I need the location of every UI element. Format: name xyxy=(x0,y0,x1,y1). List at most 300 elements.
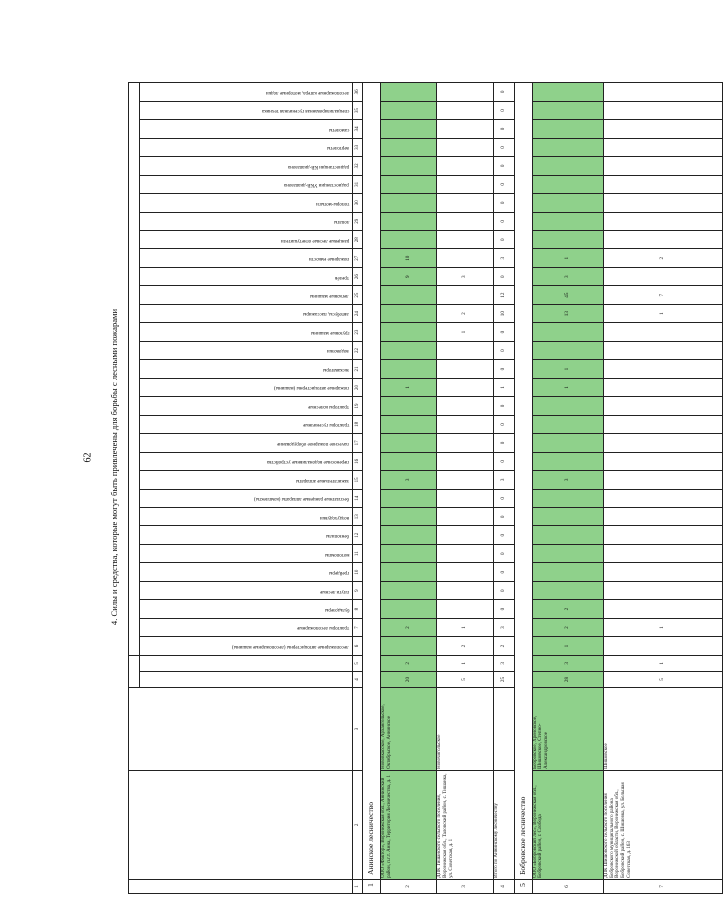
row-equipment-value: 1 xyxy=(532,249,603,267)
column-number: 24 xyxy=(353,304,363,322)
row-equipment-value: 2 xyxy=(532,600,603,618)
row-groups: 2 xyxy=(380,655,437,671)
row-equipment-value: 0 xyxy=(493,581,514,599)
column-number: 22 xyxy=(353,341,363,359)
row-equipment-value xyxy=(380,434,437,452)
equipment-col-header xyxy=(140,434,353,452)
equipment-col-label: ранцевые лесные огнетушители xyxy=(280,237,350,243)
row-equipment-value xyxy=(437,415,494,433)
column-number: 31 xyxy=(353,175,363,193)
equipment-col-header xyxy=(140,341,353,359)
column-number: 27 xyxy=(353,249,363,267)
equipment-col-label: пожарные автоцистерны (машины) xyxy=(274,385,350,391)
row-equipment-value xyxy=(437,83,494,102)
row-equipment-value: 1 xyxy=(532,378,603,396)
row-equipment-value xyxy=(380,323,437,341)
column-number: 28 xyxy=(353,231,363,249)
row-equipment-value: 0 xyxy=(493,323,514,341)
table-row xyxy=(437,83,494,894)
row-equipment-value: 0 xyxy=(493,415,514,433)
column-number: 1 xyxy=(353,879,363,893)
row-equipment-value xyxy=(532,194,603,212)
row-people: 25 xyxy=(493,671,514,687)
row-groups: 1 xyxy=(603,655,722,671)
row-equipment-value: 45 xyxy=(532,286,603,304)
row-equipment-value: 3 xyxy=(532,471,603,489)
column-number: 17 xyxy=(353,434,363,452)
row-equipment-value: 1 xyxy=(437,323,494,341)
row-equipment-value xyxy=(437,489,494,507)
row-equipment-value xyxy=(603,544,722,562)
row-equipment-value xyxy=(437,434,494,452)
row-equipment-value: 2 xyxy=(493,637,514,655)
page-number: 62 xyxy=(82,452,94,463)
column-number: 30 xyxy=(353,194,363,212)
section-title: Бобровское лесничество xyxy=(514,83,532,880)
equipment-col-header xyxy=(140,323,353,341)
row-equipment-value: 0 xyxy=(493,157,514,175)
column-number: 19 xyxy=(353,397,363,415)
section-row xyxy=(363,83,381,894)
row-equipment-value xyxy=(532,544,603,562)
row-equipment-value: 0 xyxy=(493,360,514,378)
row-equipment-value xyxy=(437,212,494,230)
column-number: 10 xyxy=(353,563,363,581)
column-number: 25 xyxy=(353,286,363,304)
row-equipment-value: 9 xyxy=(380,267,437,285)
row-equipment-value xyxy=(380,508,437,526)
row-org: ООО «Фактор», Воронежская обл., Аннинский район, п.г.т. Анна, Территория Лесничества, д. 1 xyxy=(380,770,437,879)
row-equipment-value xyxy=(532,231,603,249)
row-equipment-value xyxy=(380,83,437,102)
row-equipment-value xyxy=(437,175,494,193)
equipment-col-label: специализированная гусеничная техника xyxy=(261,108,350,114)
row-equipment-value xyxy=(603,415,722,433)
row-equipment-value xyxy=(603,323,722,341)
row-equipment-value: 7 xyxy=(603,286,722,304)
row-equipment-value: 3 xyxy=(532,267,603,285)
row-equipment-value: 0 xyxy=(493,526,514,544)
column-number: 23 xyxy=(353,323,363,341)
row-equipment-value xyxy=(603,600,722,618)
row-equipment-value: 1 xyxy=(603,304,722,322)
row-people: 28 xyxy=(532,671,603,687)
row-equipment-value: 1 xyxy=(603,618,722,636)
row-equipment-value: 3 xyxy=(493,618,514,636)
row-equipment-value xyxy=(380,452,437,470)
row-equipment-value: 0 xyxy=(493,452,514,470)
equipment-col-header xyxy=(140,600,353,618)
equipment-col-header xyxy=(140,157,353,175)
row-equipment-value xyxy=(532,434,603,452)
row-equipment-value xyxy=(380,637,437,655)
equipment-col-header xyxy=(140,618,353,636)
row-equipment-value xyxy=(603,434,722,452)
equipment-col-header xyxy=(140,175,353,193)
row-equipment-value xyxy=(380,101,437,119)
section-row xyxy=(514,83,532,894)
row-equipment-value: 13 xyxy=(532,304,603,322)
row-equipment-value xyxy=(532,415,603,433)
column-number: 34 xyxy=(353,120,363,138)
equipment-col-header xyxy=(140,304,353,322)
row-area: Нововкасское, Архангельское, Октябрьское, Аннинское xyxy=(380,688,437,771)
row-equipment-value xyxy=(532,138,603,156)
column-number: 20 xyxy=(353,378,363,396)
table-row xyxy=(603,83,722,894)
equipment-col-header xyxy=(140,194,353,212)
equipment-col-label: вертолеты xyxy=(327,145,350,151)
row-equipment-value xyxy=(603,101,722,119)
row-equipment-value xyxy=(532,83,603,102)
equipment-col-header xyxy=(140,267,353,285)
row-equipment-value: 0 xyxy=(493,120,514,138)
equipment-col-header xyxy=(140,637,353,655)
row-equipment-value: 0 xyxy=(493,544,514,562)
row-equipment-value xyxy=(603,120,722,138)
row-equipment-value xyxy=(603,397,722,415)
row-equipment-value: 0 xyxy=(493,267,514,285)
equipment-col-header xyxy=(140,452,353,470)
row-equipment-value: 0 xyxy=(493,489,514,507)
equipment-col-label: трелёв xyxy=(334,274,350,280)
equipment-col-header xyxy=(140,378,353,396)
equipment-col-label: бензопилы xyxy=(326,533,350,539)
equipment-col-header xyxy=(140,508,353,526)
row-equipment-value xyxy=(532,397,603,415)
row-equipment-value: 0 xyxy=(493,101,514,119)
equipment-col-header xyxy=(140,415,353,433)
row-equipment-value xyxy=(437,231,494,249)
row-equipment-value xyxy=(603,508,722,526)
row-equipment-value xyxy=(603,563,722,581)
row-equipment-value xyxy=(603,452,722,470)
column-number: 5 xyxy=(353,655,363,671)
header-area xyxy=(129,688,353,771)
equipment-col-label: переносные водоналивные устройства xyxy=(267,459,350,465)
row-equipment-value xyxy=(380,415,437,433)
row-equipment-value: 0 xyxy=(493,434,514,452)
forces-table xyxy=(128,82,723,894)
header-org xyxy=(129,770,353,879)
row-equipment-value: 0 xyxy=(493,600,514,618)
row-equipment-value xyxy=(603,360,722,378)
row-equipment-value: 0 xyxy=(493,231,514,249)
column-number: 11 xyxy=(353,544,363,562)
row-equipment-value xyxy=(532,101,603,119)
row-groups: 1 xyxy=(437,655,494,671)
row-equipment-value xyxy=(603,341,722,359)
equipment-col-label: радиостанции КВ-диапазона xyxy=(287,163,350,169)
row-equipment-value: 0 xyxy=(493,175,514,193)
row-equipment-value xyxy=(380,120,437,138)
row-equipment-value xyxy=(603,267,722,285)
header-row-top xyxy=(129,83,140,894)
row-equipment-value: 0 xyxy=(493,138,514,156)
row-equipment-value xyxy=(532,341,603,359)
table-row xyxy=(532,83,603,894)
column-number: 33 xyxy=(353,138,363,156)
row-area xyxy=(493,688,514,771)
equipment-col-label: воздуходувки xyxy=(320,514,350,520)
row-equipment-value: 0 xyxy=(493,194,514,212)
equipment-col-header xyxy=(140,489,353,507)
row-equipment-value xyxy=(603,231,722,249)
equipment-col-label: самолеты xyxy=(328,126,350,132)
row-equipment-value xyxy=(380,544,437,562)
row-equipment-value xyxy=(437,397,494,415)
row-equipment-value xyxy=(532,323,603,341)
equipment-col-label: экскаваторы xyxy=(322,366,350,372)
row-equipment-value xyxy=(603,489,722,507)
column-number: 7 xyxy=(353,618,363,636)
row-equipment-value xyxy=(437,600,494,618)
equipment-col-header xyxy=(140,471,353,489)
equipment-col-label: тракторы гусеничные xyxy=(302,422,350,428)
equipment-col-label: тракторы лесопожарные xyxy=(296,625,350,631)
table-caption: 4. Силы и средства, которые могут быть привлечены для борьбы с лесными пожарами xyxy=(109,308,119,626)
column-number: 26 xyxy=(353,267,363,285)
rotated-table-sheet xyxy=(128,82,665,894)
table-row xyxy=(380,83,437,894)
row-equipment-value xyxy=(603,471,722,489)
equipment-col-label: мотопомпы xyxy=(324,551,350,557)
row-equipment-value xyxy=(380,194,437,212)
column-number: 2 xyxy=(353,770,363,879)
row-equipment-value xyxy=(380,286,437,304)
section-title: Анинское лесничество xyxy=(363,83,381,880)
column-number: 32 xyxy=(353,157,363,175)
row-equipment-value xyxy=(380,341,437,359)
header-num xyxy=(129,879,353,893)
equipment-col-header xyxy=(140,397,353,415)
row-equipment-value xyxy=(380,138,437,156)
equipment-col-header xyxy=(140,212,353,230)
row-equipment-value xyxy=(437,581,494,599)
row-equipment-value xyxy=(380,526,437,544)
header-people xyxy=(140,671,353,687)
row-equipment-value: 0 xyxy=(493,397,514,415)
row-number: 6 xyxy=(532,879,603,893)
column-number: 4 xyxy=(353,671,363,687)
equipment-col-label: пожарные емкости xyxy=(309,256,350,262)
row-equipment-value xyxy=(437,471,494,489)
equipment-col-label: navесное пожарное оборудование xyxy=(277,440,350,446)
column-number: 15 xyxy=(353,471,363,489)
row-equipment-value xyxy=(603,175,722,193)
row-equipment-value xyxy=(437,138,494,156)
equipment-col-label: легковые машины xyxy=(310,293,350,299)
column-number: 13 xyxy=(353,508,363,526)
equipment-col-label: тракторы колесные xyxy=(308,403,350,409)
row-equipment-value xyxy=(603,83,722,102)
row-number: 4 xyxy=(493,879,514,893)
row-org: ДПК Тишанского сельского поселения, Воронежская обл., Таловский район, с. Тишанка, ул. Советская, д. 1 xyxy=(437,770,494,879)
row-equipment-value xyxy=(437,544,494,562)
equipment-col-header xyxy=(140,544,353,562)
equipment-col-label: бульдозеры xyxy=(324,606,350,612)
row-equipment-value xyxy=(603,581,722,599)
table-row xyxy=(493,83,514,894)
row-groups: 3 xyxy=(532,655,603,671)
row-equipment-value: 1 xyxy=(532,637,603,655)
column-number: 18 xyxy=(353,415,363,433)
row-equipment-value xyxy=(532,452,603,470)
row-equipment-value: 2 xyxy=(532,618,603,636)
equipment-col-label: плуги лесные xyxy=(320,588,350,594)
row-equipment-value xyxy=(380,304,437,322)
row-equipment-value: 0 xyxy=(493,508,514,526)
row-equipment-value: 10 xyxy=(380,249,437,267)
equipment-col-header xyxy=(140,249,353,267)
equipment-col-header xyxy=(140,101,353,119)
equipment-col-label: лесопожарные катера, моторные лодки xyxy=(265,89,350,95)
row-equipment-value xyxy=(603,637,722,655)
row-equipment-value xyxy=(603,526,722,544)
column-number: 6 xyxy=(353,637,363,655)
row-equipment-value xyxy=(380,581,437,599)
row-equipment-value xyxy=(603,378,722,396)
section-number: 1 xyxy=(363,879,381,893)
row-equipment-value xyxy=(380,157,437,175)
row-equipment-value xyxy=(532,212,603,230)
row-equipment-value xyxy=(437,194,494,212)
column-number: 36 xyxy=(353,83,363,102)
row-equipment-value xyxy=(437,157,494,175)
column-number: 12 xyxy=(353,526,363,544)
column-number: 29 xyxy=(353,212,363,230)
column-number: 14 xyxy=(353,489,363,507)
row-equipment-value xyxy=(437,563,494,581)
row-equipment-value: 3 xyxy=(380,471,437,489)
equipment-col-label: грузовые машины xyxy=(310,329,350,335)
row-equipment-value xyxy=(437,341,494,359)
column-number-row xyxy=(353,83,363,894)
row-org: ООО «Бобровский лес», Воронежская обл., Бобровский район, г. Слобода xyxy=(532,770,603,879)
equipment-col-header xyxy=(140,360,353,378)
row-equipment-value: 0 xyxy=(493,212,514,230)
row-equipment-value xyxy=(380,231,437,249)
row-equipment-value: 1 xyxy=(532,360,603,378)
equipment-col-label: зажигательные аппараты xyxy=(296,477,350,483)
row-equipment-value xyxy=(532,489,603,507)
row-equipment-value: 2 xyxy=(603,249,722,267)
row-people: 5 xyxy=(603,671,722,687)
row-number: 2 xyxy=(380,879,437,893)
row-number: 7 xyxy=(603,879,722,893)
row-equipment-value xyxy=(437,286,494,304)
equipment-col-label: лопаты xyxy=(333,219,350,225)
row-equipment-value: 3 xyxy=(493,471,514,489)
equipment-col-header xyxy=(140,120,353,138)
row-equipment-value xyxy=(603,138,722,156)
row-equipment-value xyxy=(532,526,603,544)
row-equipment-value xyxy=(603,157,722,175)
row-equipment-value: 2 xyxy=(437,637,494,655)
equipment-col-header xyxy=(140,581,353,599)
row-equipment-value: 12 xyxy=(493,286,514,304)
row-equipment-value xyxy=(380,489,437,507)
row-equipment-value: 3 xyxy=(493,249,514,267)
column-number: 16 xyxy=(353,452,363,470)
column-number: 3 xyxy=(353,688,363,771)
row-equipment-value xyxy=(437,526,494,544)
row-org: ДПК Шишовского сельского поселения Бобровского муниципального района Воронежской области, Воронежская обл., Бобровский район, с. Шишовка, ул. Большая Советская, д. 163 xyxy=(603,770,722,879)
equipment-col-header xyxy=(140,231,353,249)
column-number: 9 xyxy=(353,581,363,599)
equipment-col-label: радиостанции УКВ-диапазона xyxy=(284,182,350,188)
row-equipment-value xyxy=(437,249,494,267)
row-equipment-value: 0 xyxy=(493,563,514,581)
row-equipment-value xyxy=(532,120,603,138)
row-equipment-value: 10 xyxy=(493,304,514,322)
column-number: 8 xyxy=(353,600,363,618)
header-forces xyxy=(129,655,140,687)
equipment-col-label: топоры-мотыги xyxy=(315,200,350,206)
equipment-col-label: автобусы, пассажиры xyxy=(303,311,350,317)
equipment-col-header xyxy=(140,526,353,544)
equipment-col-header xyxy=(140,83,353,102)
equipment-col-label: водовозки xyxy=(327,348,350,354)
row-equipment-value: 2 xyxy=(437,304,494,322)
row-equipment-value xyxy=(532,581,603,599)
row-equipment-value xyxy=(603,194,722,212)
row-equipment-value xyxy=(437,360,494,378)
row-equipment-value: 1 xyxy=(437,618,494,636)
row-area: Новочигольское xyxy=(437,688,494,771)
column-number: 21 xyxy=(353,360,363,378)
row-org: Итого по Аннинскому лесничеству xyxy=(493,770,514,879)
row-equipment-value xyxy=(380,360,437,378)
row-equipment-value xyxy=(437,508,494,526)
row-equipment-value xyxy=(437,378,494,396)
row-equipment-value xyxy=(380,212,437,230)
row-equipment-value xyxy=(437,452,494,470)
equipment-col-header xyxy=(140,286,353,304)
row-number: 3 xyxy=(437,879,494,893)
equipment-col-label: лесопожарные автоцистерны (лесопожарные машины) xyxy=(232,643,350,649)
section-number: 5 xyxy=(514,879,532,893)
row-equipment-value xyxy=(380,397,437,415)
header-equipment xyxy=(129,83,140,656)
row-equipment-value: 2 xyxy=(380,618,437,636)
column-number: 35 xyxy=(353,101,363,119)
equipment-col-label: грейдеры xyxy=(328,570,350,576)
row-equipment-value xyxy=(380,563,437,581)
row-equipment-value xyxy=(437,101,494,119)
row-equipment-value xyxy=(532,563,603,581)
row-equipment-value xyxy=(380,175,437,193)
row-people: 20 xyxy=(380,671,437,687)
equipment-col-header xyxy=(140,563,353,581)
row-equipment-value xyxy=(380,600,437,618)
row-equipment-value: 1 xyxy=(380,378,437,396)
row-equipment-value: 0 xyxy=(493,341,514,359)
row-equipment-value xyxy=(532,157,603,175)
header-groups xyxy=(140,655,353,671)
row-equipment-value xyxy=(532,175,603,193)
row-equipment-value xyxy=(437,120,494,138)
row-equipment-value: 0 xyxy=(493,83,514,102)
row-equipment-value xyxy=(603,212,722,230)
equipment-col-label: бесплатные ранцевые аппараты (комплекты) xyxy=(254,496,350,502)
row-groups: 3 xyxy=(493,655,514,671)
row-area: Шишовское xyxy=(603,688,722,771)
row-equipment-value: 1 xyxy=(493,378,514,396)
row-area: Бобровское, Хреновское, Шишовское, Степно-Александровское xyxy=(532,688,603,771)
row-equipment-value xyxy=(532,508,603,526)
equipment-col-header xyxy=(140,138,353,156)
